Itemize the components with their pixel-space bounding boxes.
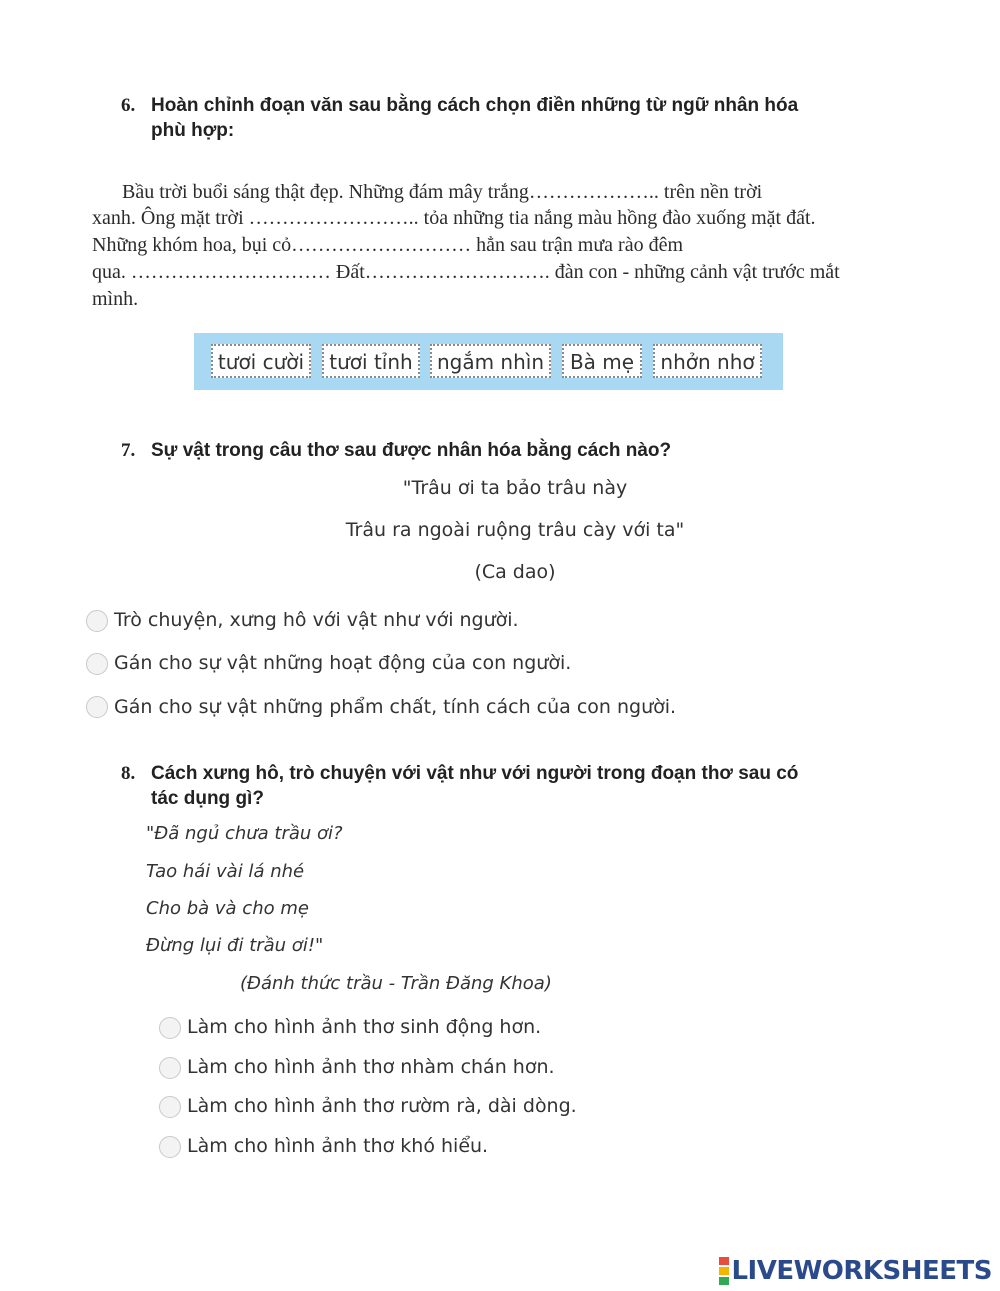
q6-paragraph-line: Bầu trời buổi sáng thật đẹp. Những đám mây trắng……………….. trên nền trời <box>122 181 763 203</box>
q8-option-1-radio[interactable] <box>159 1017 181 1039</box>
q6-prompt-line2: phù hợp: <box>151 120 235 141</box>
word-chip-ba-me[interactable]: Bà mẹ <box>562 344 642 378</box>
q7-option-2-label[interactable]: Gán cho sự vật những hoạt động của con người. <box>114 652 572 674</box>
logo-block <box>719 1267 729 1275</box>
q8-poem-line: "Đã ngủ chưa trầu ơi? <box>146 823 343 844</box>
word-chip-ngam-nhin[interactable]: ngắm nhìn <box>430 344 551 378</box>
q8-option-3-label[interactable]: Làm cho hình ảnh thơ rườm rà, dài dòng. <box>187 1095 577 1117</box>
q8-poem-line: Cho bà và cho mẹ <box>146 898 309 919</box>
logo-blocks-icon <box>719 1256 729 1286</box>
q6-number: 6. <box>121 95 136 116</box>
q8-option-1-label[interactable]: Làm cho hình ảnh thơ sinh động hơn. <box>187 1016 542 1038</box>
q7-option-3-label[interactable]: Gán cho sự vật những phẩm chất, tính cách của con người. <box>114 696 677 718</box>
q7-poem-line: "Trâu ơi ta bảo trâu này <box>402 477 628 499</box>
logo-block <box>719 1277 729 1285</box>
q7-number: 7. <box>121 440 136 461</box>
q8-poem-source: (Đánh thức trầu - Trần Đăng Khoa) <box>240 973 552 994</box>
q7-poem-line: Trâu ra ngoài ruộng trâu cày với ta" <box>345 519 685 541</box>
q6-paragraph-line: mình. <box>92 288 139 310</box>
q8-option-2-radio[interactable] <box>159 1057 181 1079</box>
q7-option-1-label[interactable]: Trò chuyện, xưng hô với vật như với người. <box>114 609 519 631</box>
q7-prompt: Sự vật trong câu thơ sau được nhân hóa bằng cách nào? <box>151 440 672 461</box>
word-chip-tuoi-tinh[interactable]: tươi tỉnh <box>322 344 420 378</box>
q8-prompt-line2: tác dụng gì? <box>151 788 264 809</box>
q7-poem-source: (Ca dao) <box>474 561 556 583</box>
q8-poem-line: Tao hái vài lá nhé <box>146 861 305 882</box>
q8-poem-line: Đừng lụi đi trầu ơi!" <box>146 935 324 956</box>
brand-name: LIVEWORKSHEETS <box>731 1256 992 1286</box>
q7-option-1-radio[interactable] <box>86 610 108 632</box>
q6-prompt-line1: Hoàn chỉnh đoạn văn sau bằng cách chọn điền những từ ngữ nhân hóa <box>151 95 799 116</box>
q6-paragraph-line: qua. ………………………… Đất………………………. đàn con - những cảnh vật trước mắt <box>92 261 840 283</box>
word-chip-tuoi-cuoi[interactable]: tươi cười <box>211 344 311 378</box>
q8-option-3-radio[interactable] <box>159 1096 181 1118</box>
logo-block <box>719 1257 729 1265</box>
q8-number: 8. <box>121 763 136 784</box>
q7-option-3-radio[interactable] <box>86 696 108 718</box>
word-bank <box>194 333 783 390</box>
q8-option-4-radio[interactable] <box>159 1136 181 1158</box>
q8-option-4-label[interactable]: Làm cho hình ảnh thơ khó hiểu. <box>187 1135 489 1157</box>
word-chip-nhon-nho[interactable]: nhởn nhơ <box>653 344 762 378</box>
q8-prompt-line1: Cách xưng hô, trò chuyện với vật như với người trong đoạn thơ sau có <box>151 763 799 784</box>
q6-paragraph-line: Những khóm hoa, bụi cỏ……………………… hẳn sau trận mưa rào đêm <box>92 234 684 256</box>
q8-option-2-label[interactable]: Làm cho hình ảnh thơ nhàm chán hơn. <box>187 1056 555 1078</box>
q6-paragraph-line: xanh. Ông mặt trời …………………….. tỏa những tia nắng màu hồng đào xuống mặt đất. <box>92 207 816 229</box>
q7-option-2-radio[interactable] <box>86 653 108 675</box>
liveworksheets-logo <box>719 1256 992 1286</box>
